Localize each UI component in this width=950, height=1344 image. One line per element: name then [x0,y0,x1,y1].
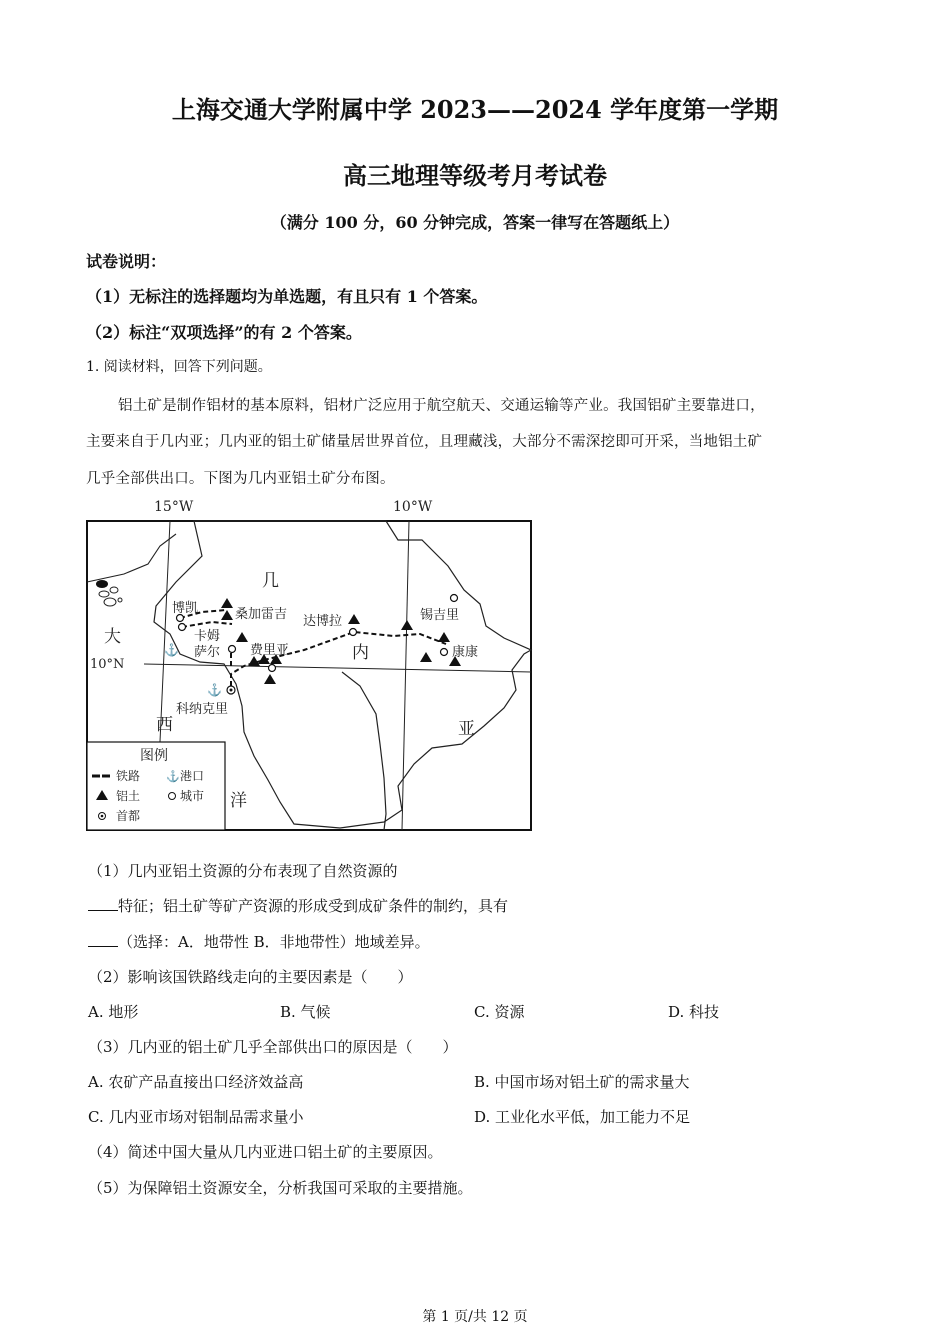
southern-border [342,672,386,830]
legend-title: 图例 [140,748,168,764]
longitude-label-10w: 10°W [393,499,433,515]
ocean-char: 洋 [230,791,247,811]
anchor-icon: ⚓ [166,770,180,783]
city-label-kamsar-2: 萨尔 [194,645,221,660]
question-1-stem: 1. 阅读材料，回答下列问题。 [86,359,272,375]
q2-option-a[interactable]: A. 地形 [88,1003,139,1021]
legend-city-symbol [169,793,176,800]
bauxite-marker [221,598,233,608]
q4-stem: （4）简述中国大量从几内亚进口铝土矿的主要原因。 [88,1143,443,1161]
anchor-icon: ⚓ [164,643,179,657]
guinea-bauxite-map [84,494,544,836]
island [99,591,109,597]
q3-stem: （3）几内亚的铝土矿几乎全部供出口的原因是（ ） [88,1038,458,1056]
longitude-label-15w: 15°W [154,499,194,515]
city-marker [179,624,186,631]
city-label-sangaredi: 桑加雷吉 [235,607,288,622]
country-char: 内 [352,643,369,663]
passage-line-1: 铝土矿是制作铝材的基本原料，铝材广泛应用于航空航天、交通运输等产业。我国铝矿主要靠进口， [118,398,765,414]
bauxite-marker [438,632,450,642]
city-marker [441,649,448,656]
legend-port: 港口 [180,769,205,783]
bauxite-marker [401,620,413,630]
parallel-10n [144,664,531,672]
meridian-10w [402,521,409,830]
island [104,598,116,606]
city-label-siguiri: 锡吉里 [420,608,460,623]
q1-part1-line1: （1）几内亚铝土资源的分布表现了自然资源的 [88,862,398,880]
country-char: 几 [262,571,279,591]
q5-stem: （5）为保障铝土资源安全，分析我国可采取的主要措施。 [88,1179,473,1197]
city-label-dabola: 达博拉 [303,614,343,629]
bauxite-marker [236,632,248,642]
legend-city: 城市 [180,789,205,803]
q1-part1-line3 [88,931,430,952]
q2-stem: （2）影响该国铁路线走向的主要因素是（ ） [88,968,413,986]
city-marker [229,646,236,653]
instruction-item-1: （1）无标注的选择题均为单选题，有且只有 1 个答案。 [86,287,488,306]
island [118,598,122,602]
q3-option-a[interactable]: A. 农矿产品直接出口经济效益高 [88,1073,304,1091]
legend-capital-dot [101,815,104,818]
city-marker [350,629,357,636]
island [96,580,108,588]
bauxite-marker [420,652,432,662]
island [110,587,118,593]
country-char: 亚 [458,719,475,739]
bauxite-marker [348,614,360,624]
city-label-kamsar-1: 卡姆 [194,629,221,644]
passage-line-3: 几乎全部供出口。下图为几内亚铝土矿分布图。 [86,471,395,487]
q2-option-d[interactable]: D. 科技 [668,1003,720,1021]
anchor-icon: ⚓ [207,683,222,697]
bauxite-marker [221,610,233,620]
city-marker [269,665,276,672]
q2-option-b[interactable]: B. 气候 [280,1003,331,1021]
exam-subtitle: （满分 100 分，60 分钟完成，答案一律写在答题纸上） [270,213,680,232]
page-number: 第 1 页/共 12 页 [422,1309,528,1325]
q1-part1-line2 [88,895,508,916]
answer-blank[interactable] [88,896,118,911]
exam-title-line1: 上海交通大学附属中学 2023——2024 学年度第一学期 [171,95,779,124]
answer-blank[interactable] [88,932,118,947]
passage-line-2: 主要来自于几内亚；几内亚的铝土矿储量居世界首位，且理藏浅，大部分不需深挖即可开采，当地铝土矿 [86,434,763,450]
city-marker [451,595,458,602]
city-label-conakry: 科纳克里 [176,702,229,717]
legend-railway: 铁路 [116,769,141,783]
city-label-fria: 费里亚 [250,643,290,658]
capital-marker-dot [230,689,233,692]
coastline-north [87,534,176,582]
railway-kamsar [182,622,232,627]
q1-part1-line2-text: 特征；铝土矿等矿产资源的形成受到成矿条件的制约，具有 [118,897,509,915]
q3-option-b[interactable]: B. 中国市场对铝土矿的需求量大 [474,1073,690,1091]
instruction-item-2: （2）标注“双项选择”的有 2 个答案。 [86,323,362,342]
latitude-label-10n: 10°N [90,657,125,672]
ocean-char: 西 [156,715,173,735]
q3-option-c[interactable]: C. 几内亚市场对铝制品需求量小 [88,1108,304,1126]
city-label-kankan: 康康 [452,645,479,660]
q2-option-c[interactable]: C. 资源 [474,1003,525,1021]
bauxite-marker [264,674,276,684]
instructions-heading: 试卷说明： [86,252,167,271]
q3-option-d[interactable]: D. 工业化水平低，加工能力不足 [474,1108,691,1126]
exam-title-line2: 高三地理等级考月考试卷 [343,161,607,190]
city-label-boke: 博凯 [172,601,199,616]
q1-part1-line3-text: （选择：A．地带性 B．非地带性）地域差异。 [118,933,430,951]
legend-capital: 首都 [116,809,141,823]
legend-bauxite: 铝土 [116,789,141,803]
ocean-char: 大 [104,627,121,647]
